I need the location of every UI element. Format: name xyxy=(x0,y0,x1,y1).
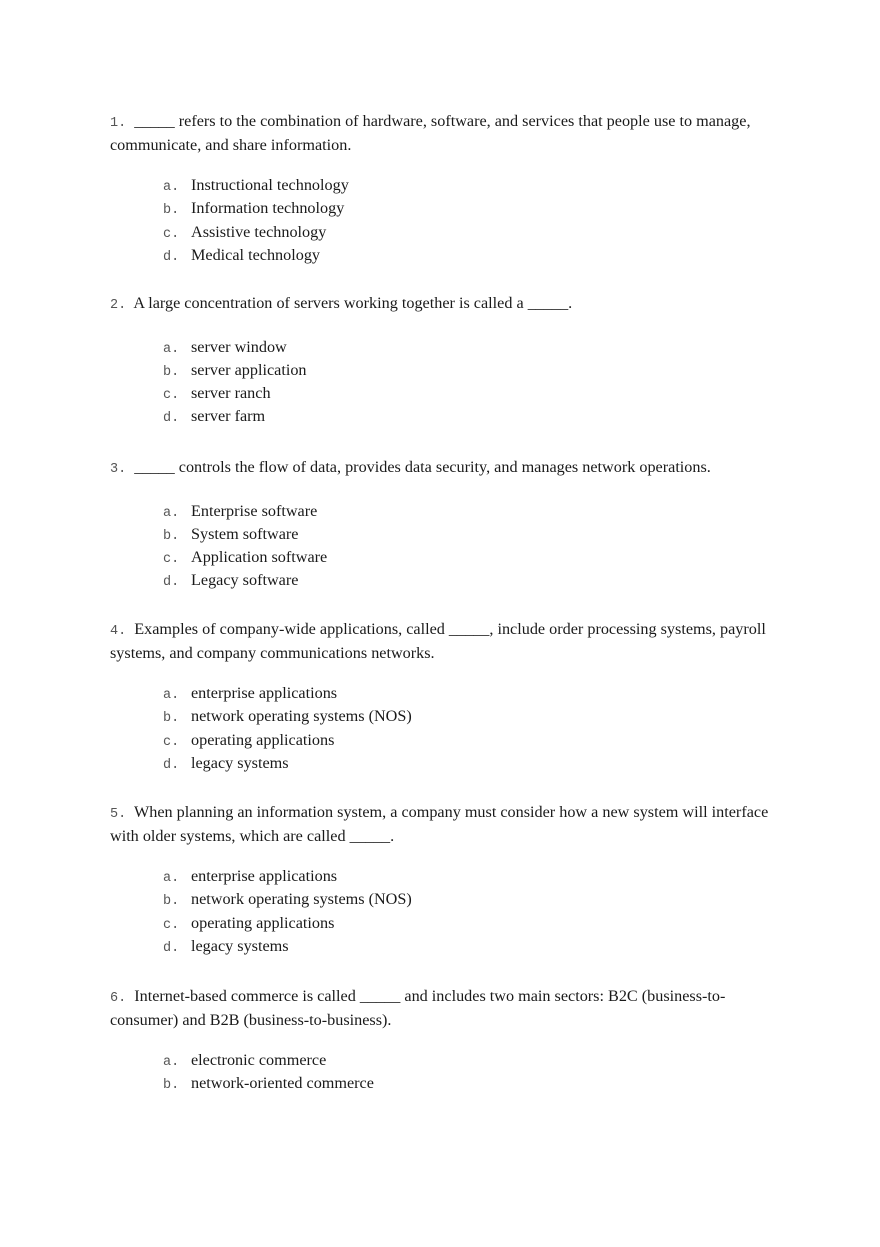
option-letter: c. xyxy=(163,734,180,750)
option-text: server window xyxy=(191,337,287,356)
answer-options xyxy=(110,1050,770,1097)
option-text: server application xyxy=(191,360,307,379)
answer-options xyxy=(110,175,770,268)
answer-options xyxy=(110,337,770,430)
option-letter: b. xyxy=(163,364,180,380)
option-letter: d. xyxy=(163,575,180,591)
answer-option-c xyxy=(163,383,770,406)
option-text: Application software xyxy=(191,548,328,567)
option-text: server ranch xyxy=(191,384,271,403)
question-stem xyxy=(110,986,770,1030)
answer-option-b xyxy=(163,524,770,547)
option-letter: b. xyxy=(163,528,180,544)
option-letter: c. xyxy=(163,226,180,242)
question-5 xyxy=(110,802,770,959)
option-letter: a. xyxy=(163,871,180,886)
option-letter: b. xyxy=(163,203,180,219)
option-letter: a. xyxy=(163,180,180,195)
option-letter: c. xyxy=(163,552,180,568)
question-stem xyxy=(110,293,770,317)
answer-option-b xyxy=(163,1073,770,1096)
answer-options xyxy=(110,866,770,959)
answer-option-a xyxy=(163,337,770,360)
question-number: 1. xyxy=(110,116,127,131)
option-text: electronic commerce xyxy=(191,1051,327,1069)
option-letter: a. xyxy=(163,505,180,521)
answer-option-d xyxy=(163,245,770,268)
option-letter: a. xyxy=(163,341,180,357)
answer-option-d xyxy=(163,406,770,429)
question-number: 2. xyxy=(110,298,127,313)
question-number: 5. xyxy=(110,807,127,822)
answer-option-d xyxy=(163,570,770,593)
option-text: Information technology xyxy=(191,199,345,218)
option-text: enterprise applications xyxy=(191,867,338,885)
answer-option-a xyxy=(163,501,770,524)
answer-option-b xyxy=(163,706,770,729)
option-letter: b. xyxy=(163,894,180,910)
option-text: network-oriented commerce xyxy=(191,1074,374,1093)
option-text: Legacy software xyxy=(191,571,299,590)
question-stem xyxy=(110,619,770,663)
question-3 xyxy=(110,457,770,594)
answer-option-d xyxy=(163,753,770,776)
question-stem xyxy=(110,802,770,846)
option-text: System software xyxy=(191,524,299,543)
answer-option-c xyxy=(163,730,770,753)
answer-options xyxy=(110,501,770,594)
question-1 xyxy=(110,111,770,268)
question-6 xyxy=(110,986,770,1097)
answer-option-b xyxy=(163,360,770,383)
option-text: Assistive technology xyxy=(191,222,327,241)
answer-option-a xyxy=(163,866,770,889)
option-letter: a. xyxy=(163,1055,180,1070)
question-number: 4. xyxy=(110,624,127,639)
question-text: When planning an information system, a company must consider how a new system will interface with older systems, which are called _____. xyxy=(110,803,769,845)
option-letter: a. xyxy=(163,688,180,703)
question-2 xyxy=(110,293,770,430)
option-letter: b. xyxy=(163,711,180,727)
option-text: operating applications xyxy=(191,730,335,749)
option-letter: b. xyxy=(163,1078,180,1094)
question-text: A large concentration of servers working together is called a _____. xyxy=(133,294,573,312)
answer-option-a xyxy=(163,683,770,706)
answer-option-b xyxy=(163,198,770,221)
option-letter: d. xyxy=(163,940,180,956)
option-letter: c. xyxy=(163,388,180,404)
answer-options xyxy=(110,683,770,776)
question-stem xyxy=(110,457,770,481)
answer-option-c xyxy=(163,222,770,245)
answer-option-c xyxy=(163,913,770,936)
option-text: legacy systems xyxy=(191,753,289,772)
option-letter: d. xyxy=(163,249,180,265)
question-stem xyxy=(110,111,770,155)
answer-option-a xyxy=(163,175,770,198)
question-number: 3. xyxy=(110,462,127,477)
answer-option-c xyxy=(163,547,770,570)
option-letter: d. xyxy=(163,411,180,427)
answer-option-a xyxy=(163,1050,770,1073)
question-text: _____ controls the flow of data, provides data security, and manages network operations. xyxy=(134,458,711,476)
option-text: enterprise applications xyxy=(191,684,338,702)
question-text: _____ refers to the combination of hardware, software, and services that people use to manage, communicate, and share information. xyxy=(110,112,751,154)
option-letter: d. xyxy=(163,757,180,773)
question-number: 6. xyxy=(110,991,127,1006)
option-text: server farm xyxy=(191,407,266,426)
answer-option-d xyxy=(163,936,770,959)
question-text: Internet-based commerce is called _____ and includes two main sectors: B2C (business-to-consumer) and B2B (business-to-business). xyxy=(110,987,726,1029)
option-text: Instructional technology xyxy=(191,176,349,194)
option-text: Medical technology xyxy=(191,245,321,264)
option-text: operating applications xyxy=(191,913,335,932)
option-text: Enterprise software xyxy=(191,501,318,520)
option-letter: c. xyxy=(163,917,180,933)
question-text: Examples of company-wide applications, called _____, include order processing systems, payroll systems, and company communications networks. xyxy=(110,620,766,662)
answer-option-b xyxy=(163,889,770,912)
option-text: network operating systems (NOS) xyxy=(191,890,412,909)
question-4 xyxy=(110,619,770,776)
option-text: legacy systems xyxy=(191,936,289,955)
option-text: network operating systems (NOS) xyxy=(191,707,412,726)
